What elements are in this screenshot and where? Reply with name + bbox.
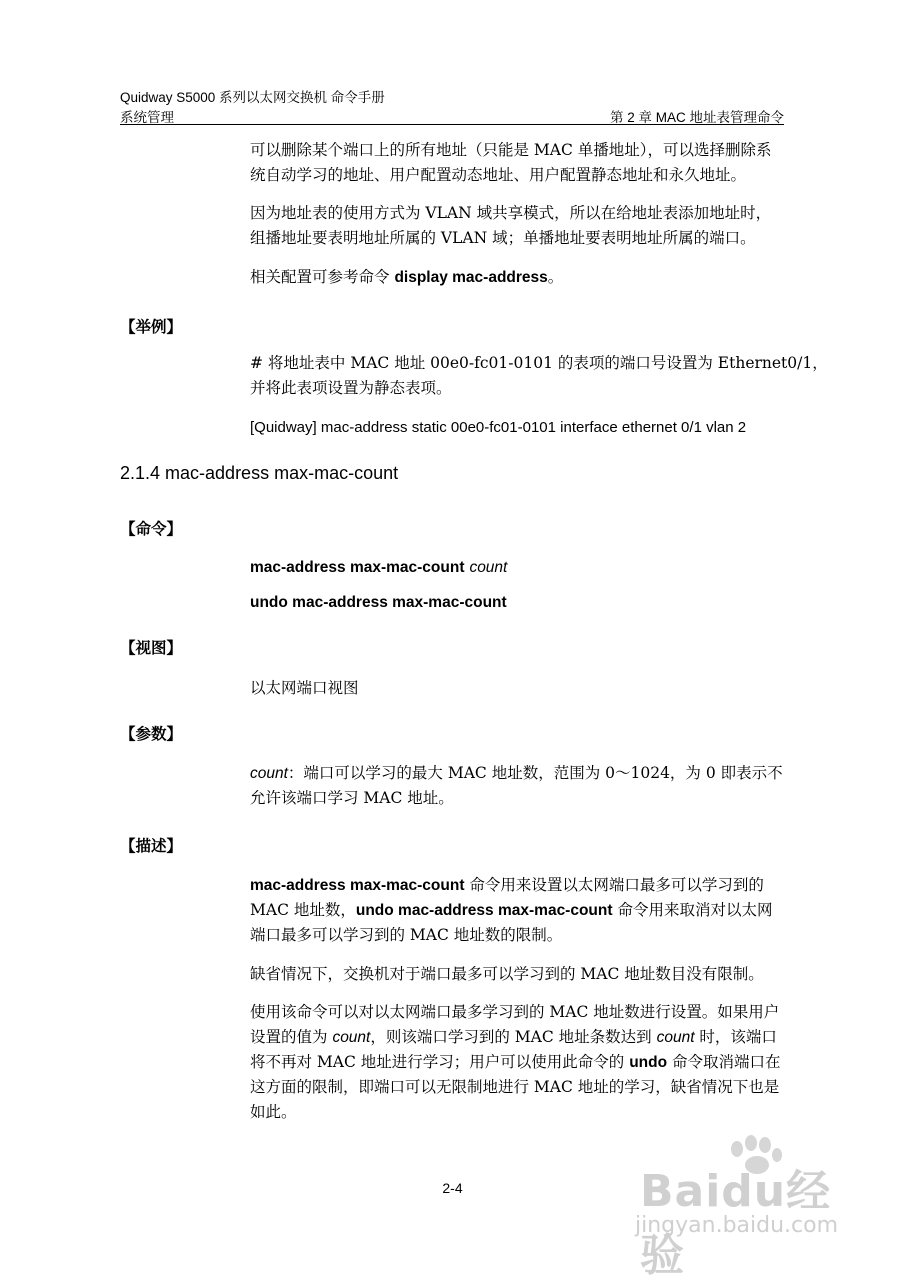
view-text: 以太网端口视图 bbox=[250, 679, 359, 697]
desc-p3-line4: 这方面的限制，即端口可以无限制地进行 MAC 地址的学习，缺省情况下也是 bbox=[250, 1078, 780, 1096]
desc-p1-line2-pre: MAC 地址数， bbox=[250, 901, 356, 919]
desc-p3-line3-cmd: undo bbox=[629, 1054, 668, 1071]
view-heading: 【视图】 bbox=[120, 639, 183, 657]
example-comment-line2: 并将此表项设置为静态表项。 bbox=[250, 379, 452, 397]
params-arg: count bbox=[250, 765, 288, 782]
desc-p1-line2-cmd: undo mac-address max-mac-count bbox=[355, 902, 613, 919]
header-rule bbox=[120, 124, 784, 125]
params-paragraph bbox=[250, 761, 785, 811]
watermark-logo: Baidu经验 bbox=[640, 1166, 832, 1281]
intro-paragraph-2 bbox=[250, 201, 785, 251]
desc-p3-line3-post: 命令取消端口在 bbox=[667, 1053, 781, 1071]
desc-p1-line1-post: 命令用来设置以太网端口最多可以学习到的 bbox=[464, 876, 764, 894]
header-chapter: 第 2 章 MAC 地址表管理命令 bbox=[609, 110, 784, 125]
intro-paragraph-1 bbox=[250, 138, 785, 188]
command-line1-cmd: mac-address max-mac-count bbox=[250, 559, 465, 576]
intro-p3-post: 。 bbox=[547, 268, 564, 286]
desc-p1-line3: 端口最多可以学习到的 MAC 地址数的限制。 bbox=[250, 926, 563, 944]
command-line-2 bbox=[250, 590, 785, 615]
section-title: 2.1.4 mac-address max-mac-count bbox=[120, 463, 399, 483]
command-line1-arg: count bbox=[469, 559, 508, 576]
example-comment bbox=[250, 351, 828, 401]
desc-p3-line2-arg2: count bbox=[656, 1029, 695, 1046]
desc-p3-line5: 如此。 bbox=[250, 1103, 297, 1121]
desc-p1-cmd: mac-address max-mac-count bbox=[250, 877, 465, 894]
intro-p2-line1: 因为地址表的使用方式为 VLAN 域共享模式，所以在给地址表添加地址时， bbox=[250, 204, 772, 222]
description-paragraph-1 bbox=[250, 873, 785, 948]
desc-p3-line2-pre: 设置的值为 bbox=[250, 1028, 333, 1046]
desc-p3-line2-arg1: count bbox=[332, 1029, 371, 1046]
example-comment-line1: # 将地址表中 MAC 地址 00e0-fc01-0101 的表项的端口号设置为 Ethernet0/1， bbox=[250, 354, 828, 372]
desc-p3-line2-mid: ，则该端口学习到的 MAC 地址条数达到 bbox=[370, 1028, 657, 1046]
params-line2: 允许该端口学习 MAC 地址。 bbox=[250, 789, 454, 807]
intro-p2-line2: 组播地址要表明地址所属的 VLAN 域；单播地址要表明地址所属的端口。 bbox=[250, 229, 756, 247]
desc-p1-line2-post: 命令用来取消对以太网 bbox=[612, 901, 773, 919]
command-line-1 bbox=[250, 555, 785, 580]
desc-p3-line1: 使用该命令可以对以太网端口最多学习到的 MAC 地址数进行设置。如果用户 bbox=[250, 1003, 780, 1021]
params-heading: 【参数】 bbox=[120, 725, 183, 743]
description-paragraph-2: 缺省情况下，交换机对于端口最多可以学习到的 MAC 地址数目没有限制。 bbox=[250, 965, 764, 983]
watermark-url: jingyan.baidu.com bbox=[635, 1213, 839, 1238]
example-command: [Quidway] mac-address static 00e0-fc01-0101 interface ethernet 0/1 vlan 2 bbox=[250, 419, 747, 436]
header-product: Quidway S5000 系列以太网交换机 命令手册 bbox=[120, 90, 385, 105]
params-line1: ：端口可以学习的最大 MAC 地址数，范围为 0～1024，为 0 即表示不 bbox=[287, 764, 783, 782]
description-paragraph-3 bbox=[250, 1000, 785, 1125]
intro-p3-command: display mac-address bbox=[394, 269, 548, 286]
description-heading: 【描述】 bbox=[120, 837, 183, 855]
command-line2-cmd: undo mac-address max-mac-count bbox=[250, 594, 507, 611]
desc-p3-line2-post: 时，该端口 bbox=[694, 1028, 777, 1046]
desc-p3-line3-pre: 将不再对 MAC 地址进行学习；用户可以使用此命令的 bbox=[250, 1053, 630, 1071]
page-number: 2-4 bbox=[442, 1180, 463, 1196]
baidu-watermark bbox=[630, 1135, 850, 1281]
example-heading: 【举例】 bbox=[120, 318, 183, 336]
command-heading: 【命令】 bbox=[120, 520, 183, 538]
header-part: 系统管理 bbox=[120, 110, 174, 125]
intro-p1-line1: 可以删除某个端口上的所有地址（只能是 MAC 单播地址），可以选择删除系 bbox=[250, 141, 772, 159]
intro-p3-pre: 相关配置可参考命令 bbox=[250, 268, 395, 286]
intro-paragraph-3 bbox=[250, 265, 785, 290]
intro-p1-line2: 统自动学习的地址、用户配置动态地址、用户配置静态地址和永久地址。 bbox=[250, 166, 747, 184]
